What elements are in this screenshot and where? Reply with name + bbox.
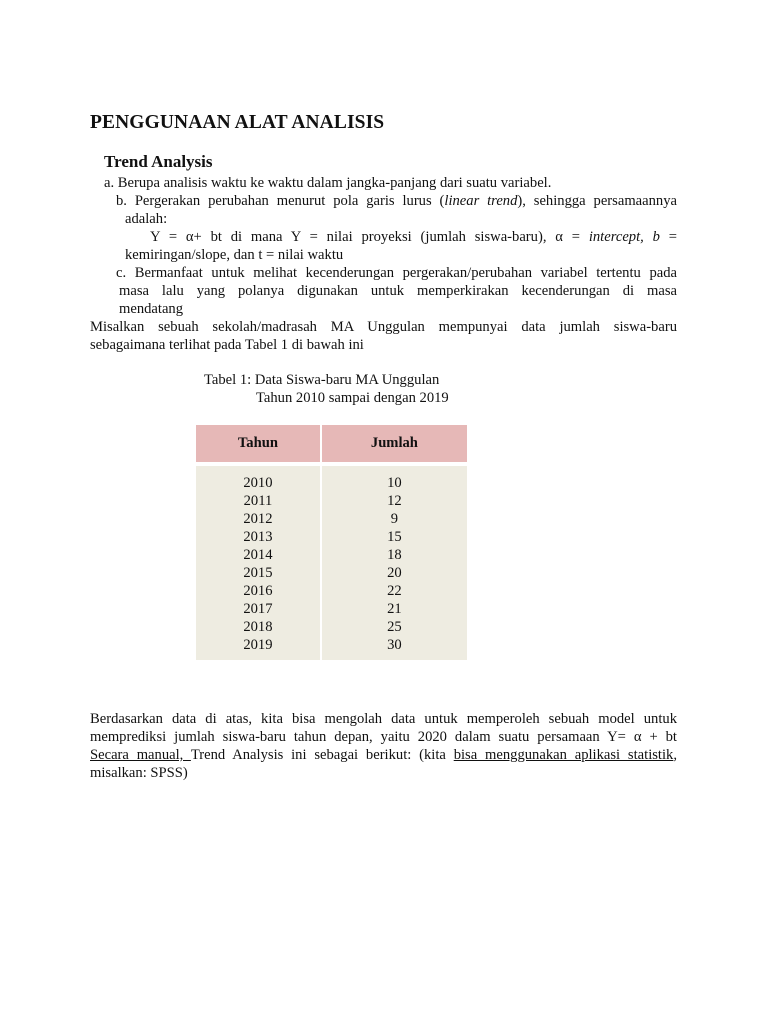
paragraph-2-line3: Secara manual, Trend Analysis ini sebagai berikut: (kita bisa menggunakan aplikasi statistik, [90, 747, 677, 763]
column-header-tahun: Tahun [196, 425, 321, 462]
table-row [196, 600, 467, 618]
paragraph-2-line4: misalkan: SPSS) [90, 765, 188, 781]
cell-jumlah: 12 [321, 492, 467, 510]
table-caption-line1: Tabel 1: Data Siswa-baru MA Unggulan [204, 372, 440, 388]
table-row [196, 474, 467, 492]
table-row [196, 510, 467, 528]
cell-tahun: 2018 [196, 618, 321, 636]
cell-tahun: 2019 [196, 636, 321, 654]
cell-tahun: 2014 [196, 546, 321, 564]
paragraph-1-line2: sebagaimana terlihat pada Tabel 1 di bawah ini [90, 337, 364, 353]
point-c-line3: mendatang [119, 301, 184, 317]
cell-jumlah: 22 [321, 582, 467, 600]
table-row [196, 564, 467, 582]
paragraph-1-line1: Misalkan sebuah sekolah/madrasah MA Unggulan mempunyai data jumlah siswa-baru [90, 319, 677, 335]
point-a: a. Berupa analisis waktu ke waktu dalam jangka-panjang dari suatu variabel. [104, 175, 552, 191]
table-row [196, 528, 467, 546]
table-row [196, 636, 467, 654]
paragraph-2-line2: memprediksi jumlah siswa-baru tahun depan, yaitu 2020 dalam suatu persamaan Y= α + bt [90, 729, 677, 745]
point-b-line1: b. Pergerakan perubahan menurut pola garis lurus (linear trend), sehingga persamaannya [116, 193, 677, 209]
cell-tahun: 2012 [196, 510, 321, 528]
data-table [196, 425, 467, 660]
point-b-line2: adalah: [125, 211, 168, 227]
column-header-jumlah: Jumlah [321, 425, 467, 462]
table-row [196, 492, 467, 510]
cell-jumlah: 30 [321, 636, 467, 654]
cell-jumlah: 10 [321, 474, 467, 492]
paragraph-2-line1: Berdasarkan data di atas, kita bisa mengolah data untuk memperoleh sebuah model untuk [90, 711, 677, 727]
point-c-line2: masa lalu yang polanya digunakan untuk memperkirakan kecenderungan di masa [119, 283, 677, 299]
cell-tahun: 2011 [196, 492, 321, 510]
cell-tahun: 2016 [196, 582, 321, 600]
cell-tahun: 2010 [196, 474, 321, 492]
table-row [196, 546, 467, 564]
point-c-line1: c. Bermanfaat untuk melihat kecenderungan pergerakan/perubahan variabel tertentu pada [116, 265, 677, 281]
section-heading: Trend Analysis [104, 152, 213, 171]
cell-jumlah: 18 [321, 546, 467, 564]
table-row [196, 618, 467, 636]
cell-jumlah: 9 [321, 510, 467, 528]
cell-tahun: 2017 [196, 600, 321, 618]
formula-line2: kemiringan/slope, dan t = nilai waktu [125, 247, 344, 263]
table-row [196, 582, 467, 600]
page-title: PENGGUNAAN ALAT ANALISIS [90, 112, 385, 133]
cell-jumlah: 20 [321, 564, 467, 582]
cell-jumlah: 25 [321, 618, 467, 636]
table-caption-line2: Tahun 2010 sampai dengan 2019 [256, 390, 449, 406]
cell-jumlah: 15 [321, 528, 467, 546]
cell-tahun: 2013 [196, 528, 321, 546]
cell-jumlah: 21 [321, 600, 467, 618]
cell-tahun: 2015 [196, 564, 321, 582]
formula-line1: Y = α+ bt di mana Y = nilai proyeksi (jumlah siswa-baru), α = intercept, b = [150, 229, 677, 245]
